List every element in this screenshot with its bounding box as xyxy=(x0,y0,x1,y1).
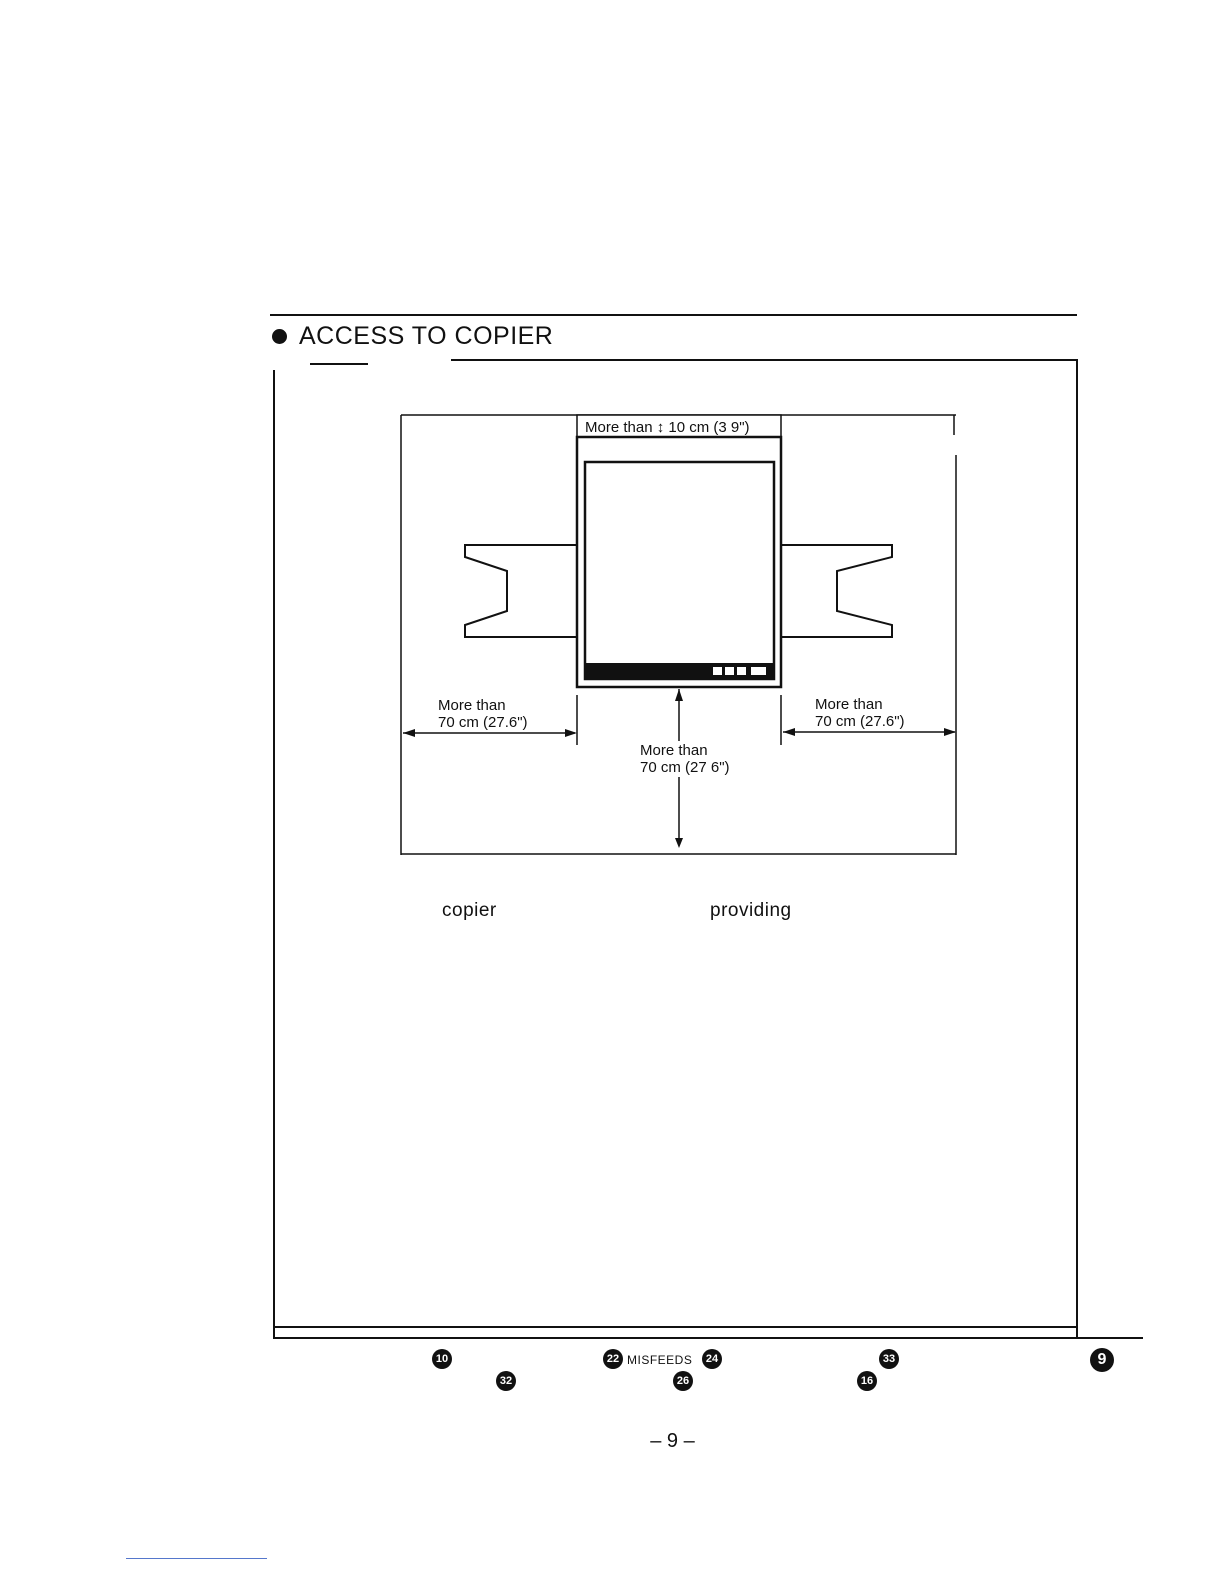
left-clearance-line2: 70 cm (27.6") xyxy=(438,714,528,731)
ref-marker-24: 24 xyxy=(702,1349,722,1369)
section-top-rule xyxy=(270,314,1077,316)
ref-marker-33: 33 xyxy=(879,1349,899,1369)
bottom-rule xyxy=(126,1558,267,1559)
body-word-providing: providing xyxy=(710,900,792,921)
bullet-icon xyxy=(272,329,287,344)
page-number: – 9 – xyxy=(650,1430,695,1452)
arrow-left-icon xyxy=(783,728,795,736)
arrow-right-icon xyxy=(944,728,956,736)
top-clearance-label: More than ↕ 10 cm (3 9") xyxy=(585,419,750,436)
front-clearance-line1: More than xyxy=(640,742,708,759)
ref-marker-10: 10 xyxy=(432,1349,452,1369)
arrow-right-icon xyxy=(565,729,577,737)
panel-key xyxy=(737,667,746,675)
frame-top-line xyxy=(451,359,1078,361)
misfeeds-label: MISFEEDS xyxy=(627,1353,693,1367)
panel-key xyxy=(713,667,722,675)
arrow-left-icon xyxy=(403,729,415,737)
panel-key xyxy=(751,667,766,675)
frame-right-border xyxy=(1076,359,1078,1339)
right-clearance-line2: 70 cm (27.6") xyxy=(815,713,905,730)
ref-marker-16: 16 xyxy=(857,1371,877,1391)
page-badge: 9 xyxy=(1090,1348,1114,1372)
frame-left-border xyxy=(273,370,275,1338)
frame-bottom-border xyxy=(273,1326,1078,1328)
arrow-up-icon xyxy=(675,689,683,701)
ref-marker-32: 32 xyxy=(496,1371,516,1391)
front-clearance-line2: 70 cm (27 6") xyxy=(640,759,730,776)
title-underline xyxy=(310,363,368,365)
ref-marker-22: 22 xyxy=(603,1349,623,1369)
arrow-down-icon xyxy=(675,838,683,848)
panel-key xyxy=(725,667,734,675)
left-tray xyxy=(465,545,577,637)
ref-marker-26: 26 xyxy=(673,1371,693,1391)
right-clearance-line1: More than xyxy=(815,696,883,713)
section-title: ACCESS TO COPIER xyxy=(299,322,554,350)
body-word-copier: copier xyxy=(442,900,497,921)
section-heading xyxy=(272,322,553,351)
copier-top-panel xyxy=(585,462,774,679)
frame-bottom-rule xyxy=(273,1337,1143,1339)
clearance-diagram xyxy=(395,405,965,870)
left-clearance-line1: More than xyxy=(438,697,506,714)
clearance-diagram-svg xyxy=(395,405,965,865)
right-tray xyxy=(781,545,892,637)
